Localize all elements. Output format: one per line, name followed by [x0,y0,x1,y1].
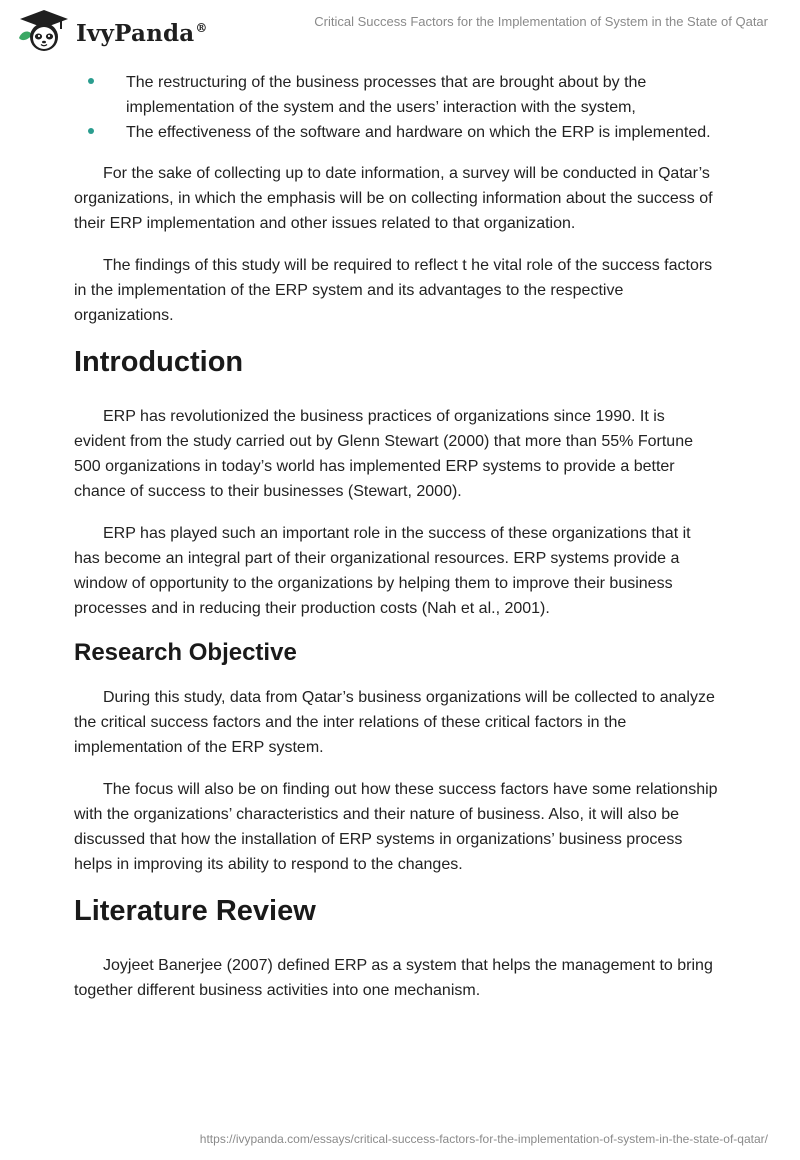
document-title: Critical Success Factors for the Implementation of System in the State of Qatar [314,14,768,29]
paragraph: ERP has played such an important role in the success of these organizations that it has become an integral part of their organizational resources. ERP systems provide a window of opportunity to the organizations by helping them to improve their business processes and in reducing their production costs (Nah et al., 2001). [74,525,691,617]
essay-content [74,70,720,1020]
list-item-text: The restructuring of the business processes that are brought about by the implementation of the system and the users’ interaction with the system, [126,74,647,116]
bullet-list [74,70,720,145]
list-item-text: The effectiveness of the software and hardware on which the ERP is implemented. [126,124,711,141]
list-item [74,120,720,145]
list-item [74,70,720,120]
heading-literature-review: Literature Review [74,895,316,927]
bullet-dot-icon [88,128,94,134]
logo-text: IvyPanda® [76,19,208,47]
paragraph: The focus will also be on finding out how these success factors have some relationship with the organizations’ characteristics and their nature of business. Also, it will also be discussed that how the installation of ERP systems in organizations’ business process helps in improving its ability to respond to the changes. [74,781,718,873]
panda-graduate-icon [16,8,72,54]
bullet-dot-icon [88,78,94,84]
heading-introduction: Introduction [74,346,244,378]
heading-research-objective: Research Objective [74,639,297,666]
paragraph: During this study, data from Qatar’s business organizations will be collected to analyze the critical success factors and the inter relations of these critical factors in the implementation of the ERP system. [74,689,715,756]
ivypanda-logo[interactable] [16,8,208,54]
paragraph: Joyjeet Banerjee (2007) defined ERP as a system that helps the management to bring together different business activities into one mechanism. [74,957,713,999]
paragraph: ERP has revolutionized the business practices of organizations since 1990. It is evident from the study carried out by Glenn Stewart (2000) that more than 55% Fortune 500 organizations in today’s world has implemented ERP systems to provide a better chance of success to their businesses (Stewart, 2000). [74,408,693,500]
source-url-link[interactable]: https://ivypanda.com/essays/critical-success-factors-for-the-implementation-of-system-in-the-state-of-qatar/ [199,1132,768,1146]
page-header [0,0,800,60]
paragraph: The findings of this study will be required to reflect t he vital role of the success factors in the implementation of the ERP system and its advantages to the respective organizations. [74,257,713,324]
paragraph: For the sake of collecting up to date information, a survey will be conducted in Qatar’s organizations, in which the emphasis will be on collecting information about the success of their ERP implementation and other issues related to that organization. [74,165,713,232]
